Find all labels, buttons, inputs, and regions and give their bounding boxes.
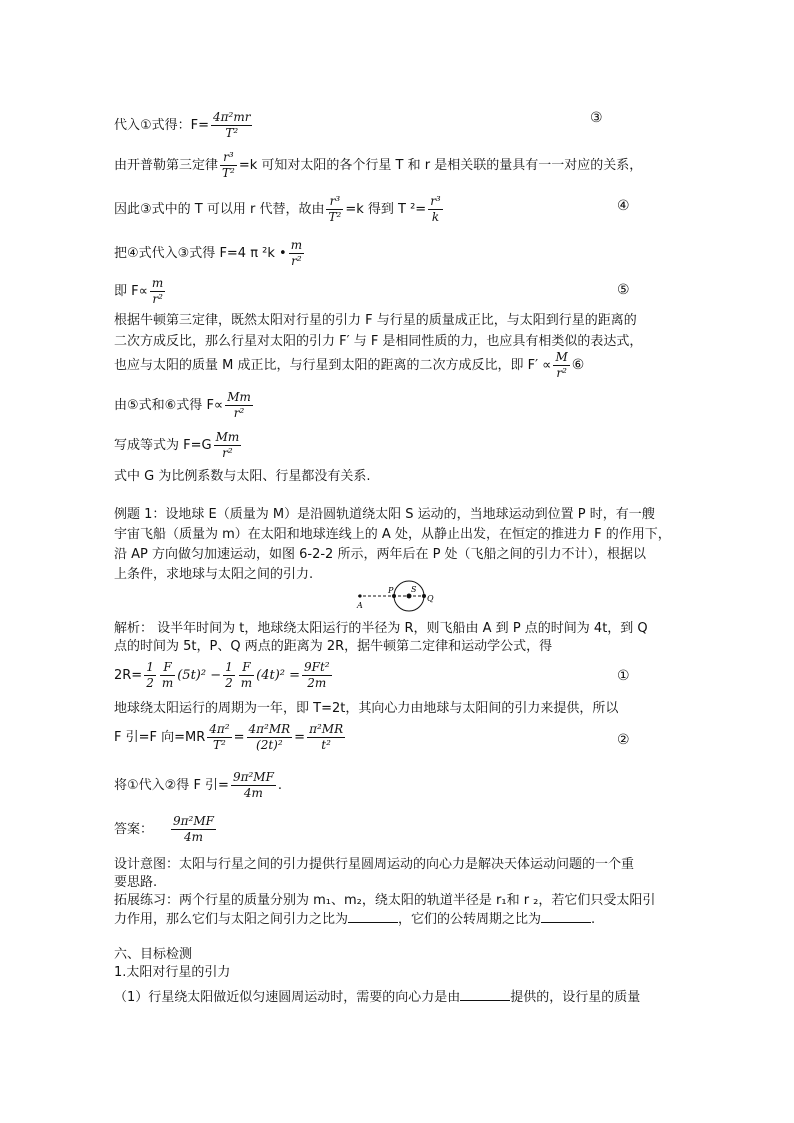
fraction: $\frac{1}{2}$ <box>146 660 154 690</box>
text: (5t)² − <box>177 668 222 683</box>
solution-line: 地球绕太阳运行的周期为一年，即 T=2t，其向心力由地球与太阳间的引力来提供，所以 <box>114 701 619 716</box>
solution-line: 点的时间为 5t，P、Q 两点的距离为 2R，据牛顿第二定律和运动学公式，得 <box>114 639 553 654</box>
text: 也应与太阳的质量 M 成正比，与行星到太阳的距离的二次方成反比，即 F′ ∝ <box>114 358 552 373</box>
text: 2R= <box>114 668 143 683</box>
label-q: Q <box>427 594 434 603</box>
fraction: $\frac{\text{r³}}{\text{T²}}$ <box>328 194 342 224</box>
equation-1 <box>114 660 334 691</box>
text: =k 可知对太阳的各个行星 T 和 r 是相关联的量具有一一对应的关系， <box>238 158 643 173</box>
point-q <box>422 594 426 598</box>
fraction: $\frac{F}{m}$ <box>161 660 174 690</box>
fraction: $\frac{\text{4π²MR}}{\text{(2t)²}}$ <box>248 722 291 752</box>
text: F 引=F 向=MR <box>114 730 206 745</box>
derivation-line-2 <box>114 150 642 181</box>
derivation-line-7 <box>114 390 255 421</box>
text: 由⑤式和⑥式得 F∝ <box>114 398 224 413</box>
text: . <box>591 912 596 927</box>
fraction: $\frac{\text{π²MR}}{\text{t²}}$ <box>309 722 344 752</box>
fraction: $\frac{\text{r³}}{\text{T²}}$ <box>222 150 235 180</box>
paragraph-line: 根据牛顿第三定律，既然太阳对行星的引力 F 与行星的质量成正比，与太阳到行星的距离的 <box>114 313 637 328</box>
equation-number: ③ <box>590 110 603 126</box>
paragraph-line: 二次方成反比，那么行星对太阳的引力 F′ 与 F 是相同性质的力，也应具有相类似的表达式， <box>114 334 643 349</box>
fraction: $\frac{\text{4π²mr}}{\text{T²}}$ <box>213 110 251 140</box>
fraction: $\frac{\text{4π²}}{\text{T²}}$ <box>209 722 230 752</box>
equation-number: ⑤ <box>617 282 630 298</box>
fraction: $\frac{Mm}{\text{r²}}$ <box>215 430 240 460</box>
text: 由开普勒第三定律 <box>114 158 219 173</box>
label-s: S <box>411 585 417 594</box>
fraction: $\frac{\text{r³}}{k}$ <box>430 194 441 224</box>
derivation-line-8 <box>114 430 243 461</box>
label-a: A <box>357 601 363 610</box>
text: 代入①式得：F= <box>114 118 210 133</box>
fraction: $\frac{m}{\text{r²}}$ <box>151 276 164 306</box>
text: ，它们的公转周期之比为 <box>398 912 542 927</box>
design-line: 要思路. <box>114 875 158 890</box>
answer-blank[interactable] <box>541 910 591 923</box>
fraction: $\frac{\text{9π²MF}}{4m}$ <box>232 770 274 800</box>
text: =k 得到 T ²= <box>345 202 427 217</box>
solution-line: 解析： 设半年时间为 t，地球绕太阳运行的半径为 R，则飞船由 A 到 P 点的时间为 4t，到 Q <box>114 621 648 636</box>
fraction: $\frac{M}{\text{r²}}$ <box>555 350 568 380</box>
section-heading: 六、目标检测 <box>114 947 193 962</box>
text: = <box>294 730 306 745</box>
equation-number: ② <box>617 732 630 748</box>
fraction: $\frac{\text{9Ft²}}{2m}$ <box>304 660 330 690</box>
text: 即 F∝ <box>114 284 148 299</box>
text: （1）行星绕太阳做近似匀速圆周运动时，需要的向心力是由 <box>114 990 461 1005</box>
design-line: 设计意图：太阳与行星之间的引力提供行星圆周运动的向心力是解决天体运动问题的一个重 <box>114 857 635 872</box>
answer-label: 答案： <box>114 822 154 837</box>
equation-number: ④ <box>617 198 630 214</box>
point-a <box>358 594 361 597</box>
text: 提供的，设行星的质量 <box>510 990 641 1005</box>
derivation-line-3 <box>114 194 445 225</box>
fraction: $\frac{1}{2}$ <box>225 660 233 690</box>
fraction: $\frac{F}{m}$ <box>240 660 253 690</box>
text: 把④式代入③式得 F=4 π ²k • <box>114 246 287 261</box>
orbit-diagram <box>354 580 444 612</box>
text: 因此③式中的 T 可以用 r 代替，故由 <box>114 202 325 217</box>
answer-blank[interactable] <box>460 988 510 1001</box>
solution-line <box>114 770 282 801</box>
extension-line: 拓展练习：两个行星的质量分别为 m₁、m₂，绕太阳的轨道半径是 r₁和 r ₂，若它们只受太阳引 <box>114 893 656 908</box>
derivation-line-1 <box>114 110 254 141</box>
subsection-heading: 1.太阳对行星的引力 <box>114 965 231 980</box>
label-p: P <box>388 586 394 595</box>
answer-line <box>114 814 218 845</box>
paragraph-line <box>114 350 584 381</box>
fraction: $\frac{m}{\text{r²}}$ <box>290 238 303 268</box>
text: = <box>233 730 245 745</box>
sun-point <box>407 594 412 599</box>
example-line: 沿 AP 方向做匀加速运动，如图 6-2-2 所示，两年后在 P 处（飞船之间的引力不计），根据以 <box>114 547 647 562</box>
equation-2 <box>114 722 347 753</box>
text: . <box>277 778 283 793</box>
example-line: 宇宙飞船（质量为 m）在太阳和地球连线上的 A 处，从静止出发，在恒定的推进力 F 的作用下， <box>114 527 671 542</box>
question-line <box>114 988 640 1007</box>
text: 力作用，那么它们与太阳之间引力之比为 <box>114 912 349 927</box>
text: 写成等式为 F=G <box>114 438 212 453</box>
example-line: 例题 1：设地球 E（质量为 M）是沿圆轨道绕太阳 S 运动的，当地球运动到位置 P 时，有一艘 <box>114 507 655 522</box>
example-line: 上条件，求地球与太阳之间的引力. <box>114 567 314 582</box>
derivation-line-5 <box>114 276 167 307</box>
fraction: $\frac{\text{9π²MF}}{4m}$ <box>173 814 214 844</box>
paragraph-line: 式中 G 为比例系数与太阳、行星都没有关系. <box>114 469 371 484</box>
derivation-line-4 <box>114 238 306 269</box>
text: (4t)² = <box>256 668 301 683</box>
text: 将①代入②得 F 引= <box>114 778 229 793</box>
fraction: $\frac{Mm}{\text{r²}}$ <box>227 390 251 420</box>
equation-number: ⑥ <box>571 357 585 373</box>
answer-blank[interactable] <box>348 910 398 923</box>
equation-number: ① <box>617 668 630 684</box>
extension-line <box>114 910 595 929</box>
